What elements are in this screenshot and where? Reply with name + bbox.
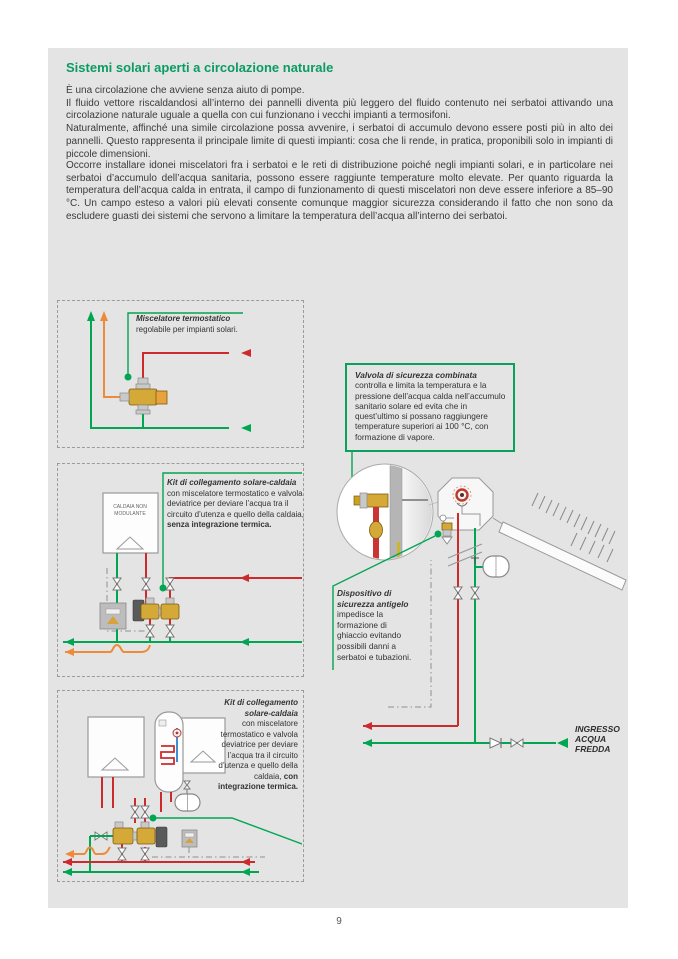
mixer-paragraph: Occorre installare idonei miscelatori fra i serbatoi e le reti di distribuzione poiché negli impianti solari, e in particolare nei serbatoi d’accumulo dell’acqua sanitaria, possono essere raggiunte temperature molto elevate. Per quanto riguarda la temperatura dell’acqua calda in entrata, il campo di funzionamento di questi miscelatori non deve essere inferiore a 85–90 °C. Un campo esteso a valori più elevati consente comunque maggior sicurezza considerando il fatto che non sono da escludere guasti dei sistemi che servono a limitare la temperatura dell’acqua all’interno dei serbatoi. — [66, 160, 613, 222]
combined-safety-valve — [366, 494, 388, 507]
left-arrow-icon — [363, 722, 372, 730]
bottom-return-pipe-green — [63, 638, 302, 646]
left-arrow-icon — [63, 868, 72, 876]
kit-label-body: con miscelatore termostatico e valvola deviatrice per deviare l’acqua tra il circuito d’utenza e quello della caldaia, — [218, 719, 298, 781]
cold-water-inlet-label: INGRESSO ACQUA FREDDA — [575, 724, 620, 754]
page-title: Sistemi solari aperti a circolazione naturale — [66, 60, 334, 75]
left-arrow-icon — [65, 850, 74, 858]
left-arrow-icon — [241, 858, 250, 866]
boiler-box — [88, 717, 144, 777]
left-arrow-icon — [63, 858, 72, 866]
cold-water-pipe-orange — [65, 847, 110, 858]
left-arrow-icon — [65, 648, 74, 656]
label-leader-line — [150, 815, 303, 845]
solar-flow-pipe-orange — [100, 311, 121, 397]
cold-water-pipe-orange — [65, 645, 150, 656]
pipes — [117, 553, 302, 642]
kit-label-title: Kit di collegamento solare-caldaia — [167, 478, 297, 487]
intro-line-2: Il fluido vettore riscaldandosi all’interno dei pannelli diventa più leggero del fluido contenuto nei serbatoi attivando una circolazione naturale uguale a quella con cui funzionano i vecchi impianti a termosifoni. — [66, 97, 613, 122]
up-arrow-icon — [87, 311, 95, 321]
leader-dot — [435, 531, 442, 538]
intro-line-1: È una circolazione che avviene senza aiuto di pompe. — [66, 85, 305, 96]
antifreeze-body: impedisce la formazione di ghiaccio evitando possibili danni a serbatoi e tubazioni. — [337, 609, 412, 662]
drain-funnel — [442, 537, 452, 544]
left-arrow-icon — [363, 739, 372, 747]
left-arrow-icon — [241, 349, 251, 357]
left-arrow-icon — [65, 638, 74, 646]
leader-dot — [125, 374, 132, 381]
kit-no-integration-label — [167, 478, 305, 531]
boiler-box-label: CALDAIA NON MODULANTE — [113, 504, 147, 517]
valve-kit-assembly — [133, 598, 179, 621]
kit-label-title: Kit di collegamento solare-caldaia — [224, 698, 298, 718]
thermostatic-mixing-valve — [120, 378, 167, 414]
pipe-break-marks — [448, 544, 482, 566]
cold-water-inlet-pipe — [363, 738, 568, 748]
intro-line-3: Naturalmente, affinché una simile circolazione possa avvenire, i serbatoi di accumulo devono essere posti più in alto dei pannelli. Questo rappresenta il principale limite di questi impianti: cosa che li rende, in pratica, proponibili solo in impianti di piccole dimensioni. — [66, 123, 613, 160]
tank-interior — [402, 460, 442, 564]
kit-label-bold: con integrazione termica. — [217, 771, 298, 791]
valve-kit-assembly — [90, 822, 167, 872]
content-panel — [48, 48, 628, 908]
antifreeze-device — [442, 523, 452, 544]
valve-dot — [176, 732, 179, 735]
tank-outline-octagon — [438, 478, 493, 530]
bottom-supply-pipe-red — [63, 858, 255, 866]
kit-label-body: con miscelatore termostatico e valvola deviatrice per deviare l’acqua tra il circuito d’utenza e quello della caldaia, — [167, 488, 304, 519]
callout-title: Valvola di sicurezza combinata — [355, 370, 477, 380]
left-arrow-icon — [241, 424, 251, 432]
vessel-valve — [184, 781, 190, 789]
boiler-box — [103, 493, 158, 553]
mixer-label — [136, 314, 258, 335]
tank-wall — [390, 460, 402, 564]
expansion-vessel — [475, 556, 509, 577]
bottom-supply-pipe-red — [363, 722, 458, 730]
left-arrow-icon — [240, 574, 249, 582]
inline-valve — [511, 739, 523, 747]
check-valve — [490, 738, 501, 748]
brass-fitting — [370, 522, 383, 539]
antifreeze-callout — [337, 588, 419, 662]
mixer-label-body: regolabile per impianti solari. — [136, 324, 238, 334]
display-slot — [106, 609, 120, 614]
page-number: 9 — [336, 916, 342, 927]
left-arrow-icon — [241, 868, 250, 876]
sensor-fitting — [159, 720, 166, 726]
controller-box — [100, 603, 126, 629]
valve-handle — [471, 558, 479, 564]
bottom-return-pipe-green — [63, 868, 259, 876]
leader-dot — [150, 815, 157, 822]
display-slot — [185, 833, 194, 837]
callout-body: controlla e limita la temperatura e la pressione dell’acqua calda nell’accumulo sanitario solare ed evita che in quest’ultimo si possano raggiungere temperature superiori ai 100 °C, con formazione di vapore. — [355, 380, 506, 442]
sensor-fitting — [440, 515, 446, 521]
hot-water-pipe-red — [143, 349, 251, 380]
solar-collector-panel — [493, 518, 626, 590]
left-arrow-icon — [240, 638, 249, 646]
kit-label-bold: senza integrazione termica. — [167, 520, 272, 529]
inlet-arrow-icon — [557, 738, 568, 748]
antifreeze-title: Dispositivo di sicurezza antigelo — [337, 588, 409, 609]
pump-body — [156, 827, 167, 847]
intro-paragraph — [66, 85, 613, 161]
storage-tank — [155, 712, 183, 792]
kit-integration-label — [206, 698, 298, 793]
controller-box — [152, 830, 265, 857]
mixer-label-title: Miscelatore termostatico — [136, 314, 231, 323]
up-arrow-icon — [100, 311, 108, 321]
